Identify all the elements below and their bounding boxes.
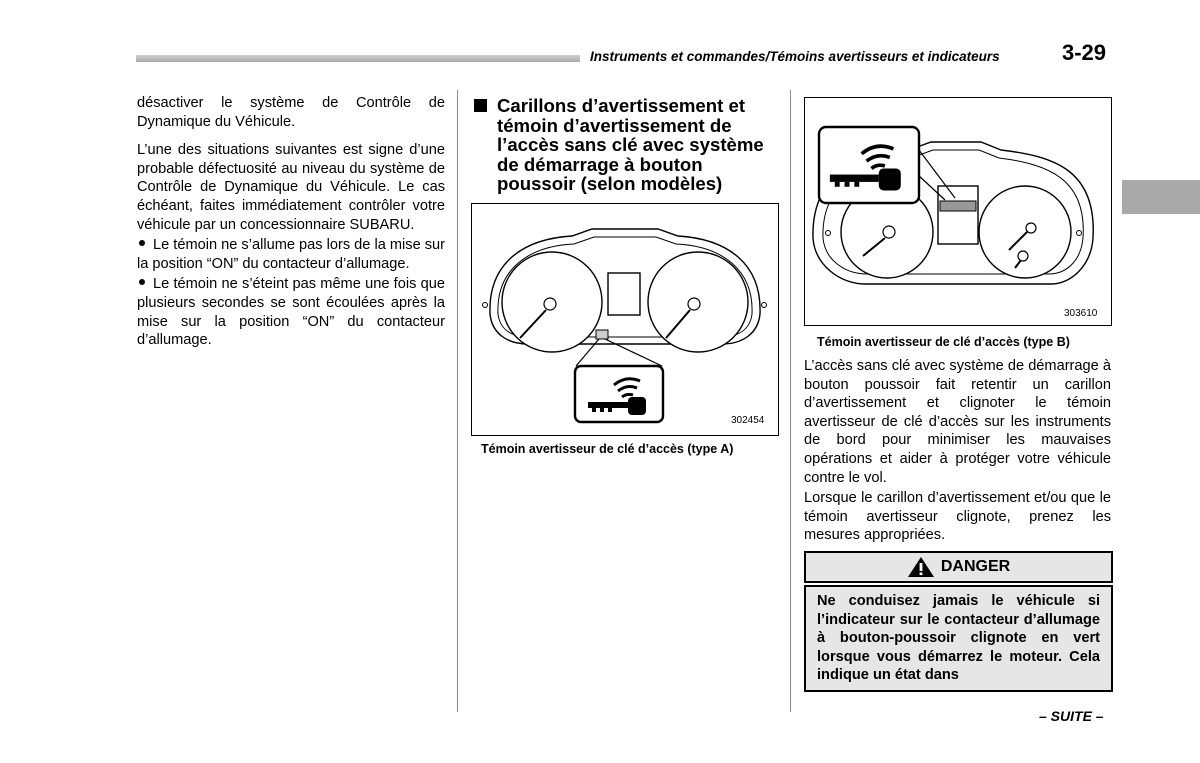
running-header: Instruments et commandes/Témoins avertisseurs et indicateurs [590, 49, 1000, 64]
section-heading-text: Carillons d’avertissement et témoin d’avertissement de l’accès sans clé avec système de démarrage à bouton poussoir (selon modèles) [497, 95, 764, 194]
figure-caption-b: Témoin avertisseur de clé d’accès (type B) [817, 335, 1070, 349]
bullet-item [137, 236, 445, 273]
column-divider-1 [457, 90, 458, 712]
figure-caption-a: Témoin avertisseur de clé d’accès (type A) [481, 442, 734, 456]
section-thumb-tab [1122, 180, 1200, 214]
instrument-cluster-illustration-b [805, 98, 1111, 325]
header-rule [136, 55, 580, 62]
figure-id: 303610 [1064, 308, 1098, 319]
paragraph: L’une des situations suivantes est signe d’une probable défectuosité au niveau du système de Contrôle de Dynamique du Véhicule. Le cas échéant, faites immédiatement contrôler votre véhicule par un concessionnaire SUBARU. [137, 142, 445, 233]
section-heading [474, 96, 782, 194]
bullet-text: Le témoin ne s’allume pas lors de la mise sur la position “ON” du contacteur d’allumage. [137, 237, 446, 272]
column-1 [137, 94, 445, 352]
paragraph: Lorsque le carillon d’avertissement et/ou que le témoin avertisseur clignote, prenez les mesures appropriées. [804, 490, 1111, 544]
warning-triangle-icon [907, 556, 935, 578]
figure-type-b [804, 97, 1112, 326]
paragraph: L’accès sans clé avec système de démarrage à bouton poussoir fait retentir un carillon d’avertissement et clignoter le témoin avertisseur de clé d’accès sur les instruments de bord pour minimiser les mauvaises opérations et aider à protéger votre véhicule contre le vol. [804, 358, 1111, 486]
keyless-access-warning-icon [584, 371, 656, 419]
continued-marker: – SUITE – [1039, 708, 1104, 724]
bullet-text: Le témoin ne s’éteint pas même une fois que plusieurs secondes se sont écoulées après la mise sur la position “ON” du contacteur d’allumage. [137, 276, 445, 349]
column-divider-2 [790, 90, 791, 712]
square-marker-icon [474, 99, 487, 112]
bullet-icon [139, 240, 145, 246]
bullet-item [137, 275, 445, 349]
danger-body [804, 585, 1113, 692]
figure-type-a [471, 203, 779, 436]
keyless-access-warning-icon [825, 135, 913, 197]
figure-id: 302454 [731, 415, 765, 426]
danger-text: Ne conduisez jamais le véhicule si l’indicateur sur le contacteur d’allumage à bouton-poussoir clignote en vert lorsque vous démarrez le moteur. Cela indique un état dans [817, 593, 1100, 684]
danger-label: DANGER [940, 558, 1011, 575]
paragraph: désactiver le système de Contrôle de Dynamique du Véhicule. [137, 95, 445, 130]
danger-header [804, 551, 1113, 583]
page-number: 3-29 [1062, 40, 1107, 65]
bullet-icon [139, 279, 145, 285]
column-3 [804, 357, 1111, 547]
